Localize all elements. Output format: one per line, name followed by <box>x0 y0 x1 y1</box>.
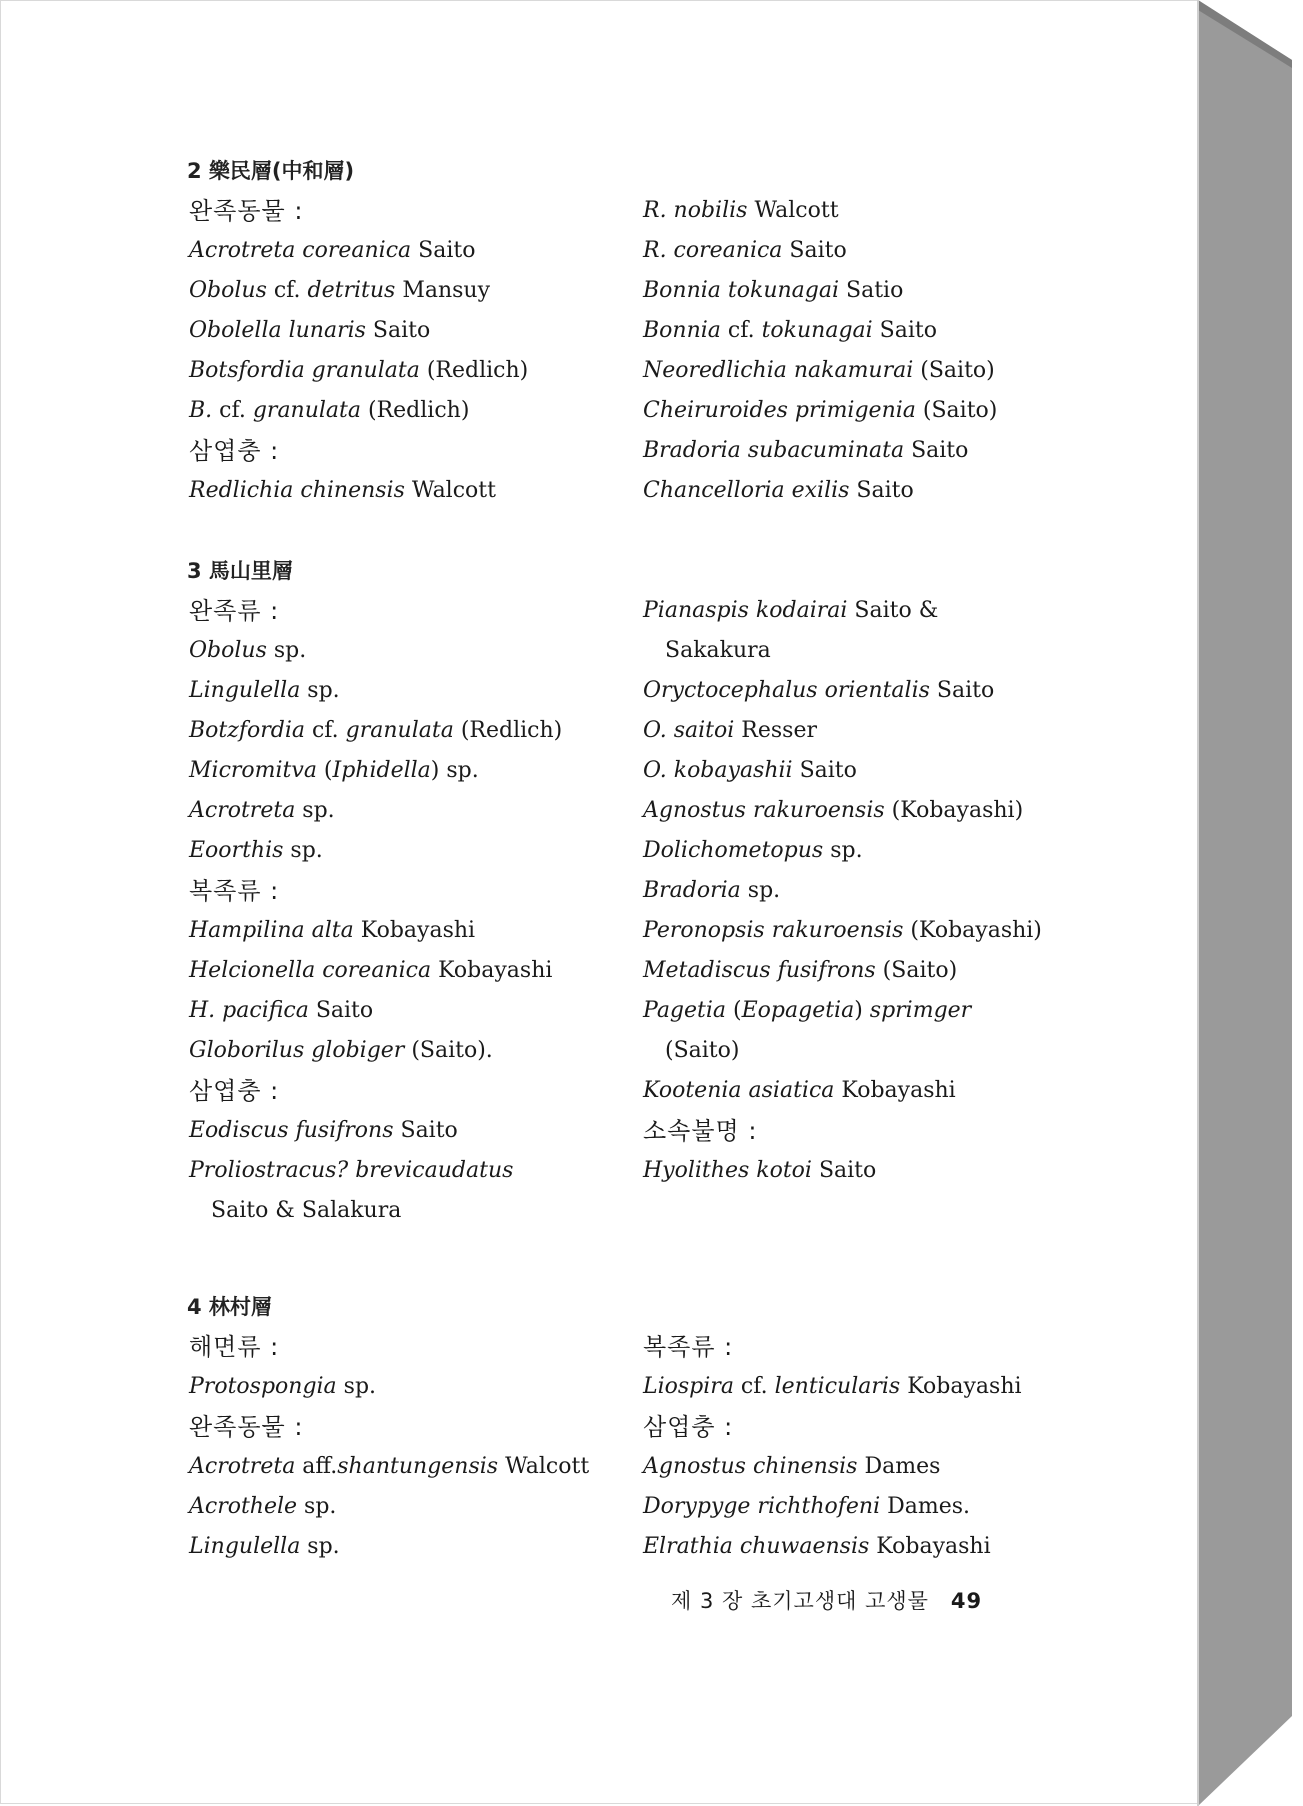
taxon-group-heading: 소속불명 : <box>643 1117 758 1145</box>
taxon-name: Helcionella coreanica <box>189 958 432 983</box>
taxon-author: (Kobayashi) <box>903 918 1042 943</box>
taxon-name: Lingulella <box>189 1534 301 1559</box>
taxon-name: Obolella lunaris <box>189 318 366 343</box>
taxon-name: Redlichia chinensis <box>189 478 405 503</box>
taxon-name: Dorypyge richthofeni <box>643 1494 881 1519</box>
taxon-name: Botsfordia granulata <box>189 358 420 383</box>
taxon-group-heading: 완족동물 : <box>189 1413 304 1441</box>
taxon-author: (Redlich) <box>361 398 470 423</box>
taxon-author: Saito <box>792 758 857 783</box>
taxon-author: (Saito) <box>665 1038 740 1063</box>
taxon-author: Saito <box>849 478 914 503</box>
taxon-author: Saito <box>872 318 937 343</box>
taxon-author: Saito <box>904 438 969 463</box>
taxon-author: sp. <box>300 678 340 703</box>
taxon-name: Metadiscus fusifrons <box>643 958 876 983</box>
taxon-name: Agnostus rakuroensis <box>643 798 885 823</box>
taxon-name: Peronopsis rakuroensis <box>643 918 904 943</box>
taxon-name: Kootenia asiatica <box>643 1078 835 1103</box>
taxon-name: granulata <box>345 718 454 743</box>
taxon-name: Botzfordia <box>189 718 305 743</box>
taxon-author: aff. <box>295 1454 338 1479</box>
taxon-name: Eoorthis <box>189 838 284 863</box>
taxon-author: (Saito) <box>875 958 958 983</box>
taxon-author: Mansuy <box>395 278 491 303</box>
taxon-author: sp. <box>336 1374 377 1399</box>
taxon-name: Dolichometopus <box>643 838 824 863</box>
taxon-author: Satio <box>839 278 904 303</box>
taxon-name: Acrotreta <box>189 798 296 823</box>
taxon-author: sp. <box>295 798 335 823</box>
taxon-name: Micromitva <box>189 758 317 783</box>
taxon-name: Elrathia chuwaensis <box>643 1534 870 1559</box>
taxon-author: Saito & <box>847 598 939 623</box>
taxon-author: (Redlich) <box>419 358 529 383</box>
taxon-name: Neoredlichia nakamurai <box>643 358 914 383</box>
taxon-author: Walcott <box>404 478 496 503</box>
footer-chapter: 제 3 장 초기고생대 고생물 <box>671 1589 929 1613</box>
taxon-author: sp. <box>297 1494 337 1519</box>
taxon-author: Saito <box>411 238 476 263</box>
taxon-author: ( <box>726 998 742 1023</box>
taxon-name: Agnostus chinensis <box>643 1454 858 1479</box>
taxon-group-heading: 완족동물 : <box>189 197 304 225</box>
taxon-group-heading: 해면류 : <box>189 1333 280 1361</box>
taxon-author: Saito <box>308 998 374 1023</box>
taxon-name: Lingulella <box>189 678 301 703</box>
taxon-author: Resser <box>734 718 818 743</box>
taxon-author: ) <box>854 998 870 1023</box>
taxon-name: Obolus <box>189 278 267 303</box>
taxon-author: Saito <box>393 1118 458 1143</box>
taxon-author: Dames <box>857 1454 941 1479</box>
taxon-author: Kobayashi <box>431 958 553 983</box>
taxon-author: (Saito). <box>404 1038 493 1063</box>
taxon-author: Saito & Salakura <box>211 1198 402 1223</box>
taxon-author: cf. <box>304 718 346 743</box>
taxon-name: Cheiruroides primigenia <box>643 398 916 423</box>
taxon-author: sp. <box>283 838 323 863</box>
taxon-name: Bonnia <box>643 318 721 343</box>
taxon-author: sp. <box>266 638 307 663</box>
taxon-group-heading: 복족류 : <box>189 877 280 905</box>
taxon-name: Chancelloria exilis <box>643 478 850 503</box>
taxon-name: Hyolithes kotoi <box>643 1158 812 1183</box>
taxon-author: Kobayashi <box>869 1534 991 1559</box>
taxon-name: R. nobilis <box>643 198 748 223</box>
taxon-name: Globorilus globiger <box>189 1038 405 1063</box>
taxon-name: Pianaspis kodairai <box>643 598 848 623</box>
taxon-author: Saito <box>782 238 847 263</box>
taxon-group-heading: 삼엽충 : <box>189 1077 280 1105</box>
taxon-name: O. kobayashii <box>643 758 793 783</box>
taxon-name: Pagetia <box>643 998 727 1023</box>
section-title: 3 馬山里層 <box>187 559 293 583</box>
taxon-name: Iphidella <box>332 758 431 783</box>
taxon-name: shantungensis <box>337 1454 499 1479</box>
taxon-name: Acrothele <box>189 1494 298 1519</box>
taxon-name: B. <box>189 398 213 423</box>
taxon-group-heading: 삼엽충 : <box>643 1413 734 1441</box>
taxon-name: Eopagetia <box>741 998 855 1023</box>
taxon-author: sp. <box>300 1534 340 1559</box>
taxon-name: lenticularis <box>774 1374 901 1399</box>
taxon-name: Liospira <box>643 1374 734 1399</box>
taxon-name: O. saitoi <box>643 718 735 743</box>
taxon-author: (Saito) <box>915 398 998 423</box>
page-number: 49 <box>950 1589 983 1613</box>
taxon-name: Eodiscus fusifrons <box>189 1118 394 1143</box>
taxon-author: Kobayashi <box>900 1374 1022 1399</box>
taxon-author: cf. <box>720 318 762 343</box>
taxon-author: cf. <box>266 278 308 303</box>
taxon-author: sp. <box>823 838 863 863</box>
taxon-author: Saito <box>811 1158 877 1183</box>
taxon-name: Obolus <box>189 638 267 663</box>
taxon-name: tokunagai <box>761 318 873 343</box>
taxon-author: Kobayashi <box>353 918 476 943</box>
section-title: 4 林村層 <box>187 1295 272 1319</box>
taxon-author: cf. <box>212 398 253 423</box>
taxon-author: sp. <box>740 878 781 903</box>
taxon-name: Bradoria <box>643 878 741 903</box>
taxon-author: Walcott <box>747 198 839 223</box>
taxon-author: Walcott <box>498 1454 590 1479</box>
taxon-group-heading: 삼엽충 : <box>189 437 280 465</box>
taxon-name: Acrotreta coreanica <box>189 238 412 263</box>
taxon-author: Saito <box>365 318 431 343</box>
taxon-author: Kobayashi <box>834 1078 956 1103</box>
taxon-name: Acrotreta <box>189 1454 296 1479</box>
taxon-name: Oryctocephalus orientalis <box>643 678 930 703</box>
taxon-author: cf. <box>733 1374 775 1399</box>
taxon-name: sprimger <box>869 998 972 1023</box>
taxon-name: detritus <box>307 278 396 303</box>
taxon-name: H. pacifica <box>189 998 309 1023</box>
taxon-group-heading: 완족류 : <box>189 597 280 625</box>
taxon-author: ( <box>316 758 333 783</box>
taxon-name: Bradoria subacuminata <box>643 438 905 463</box>
taxon-name: Protospongia <box>189 1374 337 1399</box>
taxon-name: Hampilina alta <box>189 918 354 943</box>
taxon-author: Sakakura <box>665 638 771 663</box>
taxon-author: (Kobayashi) <box>884 798 1024 823</box>
taxon-author: ) sp. <box>430 758 479 783</box>
taxon-group-heading: 복족류 : <box>643 1333 734 1361</box>
taxon-name: R. coreanica <box>643 238 783 263</box>
section-title: 2 樂民層(中和層) <box>187 159 355 183</box>
taxon-name: granulata <box>252 398 362 423</box>
taxon-name: Bonnia tokunagai <box>643 278 840 303</box>
taxon-author: (Redlich) <box>453 718 563 743</box>
taxon-name: Proliostracus? brevicaudatus <box>189 1158 514 1183</box>
taxon-author: (Saito) <box>913 358 995 383</box>
taxon-author: Saito <box>929 678 995 703</box>
taxon-author: Dames. <box>880 1494 971 1519</box>
